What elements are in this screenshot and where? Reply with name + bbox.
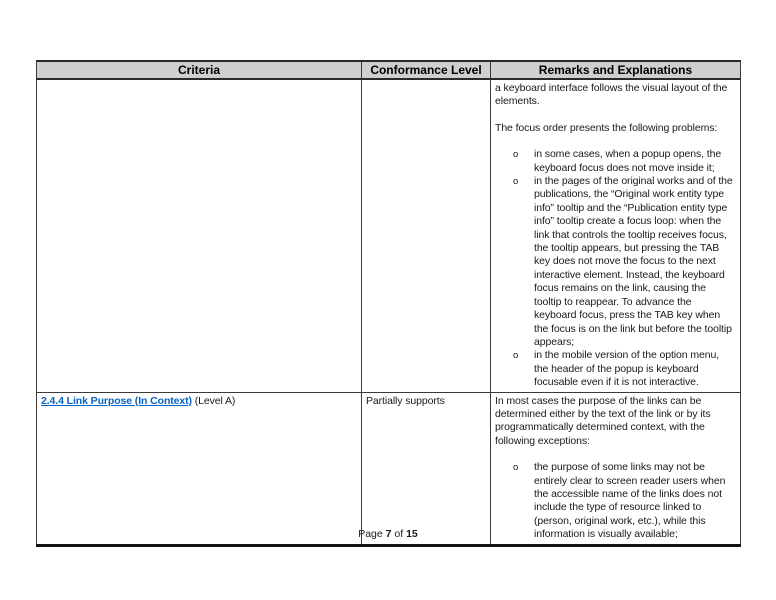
table-row xyxy=(37,79,741,392)
footer-of-label: of xyxy=(391,528,407,540)
table-header-row xyxy=(37,61,741,79)
conformance-cell: Partially supports xyxy=(362,392,491,545)
bullet-text: in the mobile version of the option menu, the header of the popup is keyboard focusable even if it is not interactive. xyxy=(534,349,720,389)
criteria-level-label: (Level A) xyxy=(191,394,236,407)
table-row xyxy=(37,392,741,545)
footer-page-prefix: Page xyxy=(358,528,386,540)
circle-bullet-icon: o xyxy=(513,176,519,188)
column-header-remarks: Remarks and Explanations xyxy=(491,61,741,79)
conformance-table xyxy=(36,60,741,547)
criteria-cell xyxy=(37,392,362,545)
column-header-criteria: Criteria xyxy=(37,61,362,79)
footer-page-number: 7 xyxy=(385,528,392,540)
footer-total-pages: 15 xyxy=(406,528,418,540)
bullet-text: the purpose of some links may not be entirely clear to screen reader users when the accessible name of the links does not include the type of resource linked to (person, original work, etc.), while this information is visually available; xyxy=(534,461,726,541)
remarks-paragraph: The focus order presents the following problems: xyxy=(495,121,718,134)
circle-bullet-icon: o xyxy=(513,462,519,474)
circle-bullet-icon: o xyxy=(513,350,519,362)
circle-bullet-icon: o xyxy=(513,149,519,161)
page-number-footer xyxy=(0,528,776,540)
bullet-text: in the pages of the original works and of the publications, the “Original work entity type info” tooltip and the “Publication entity type info” tooltip create a focus loop: when the link that controls the tooltip receives focus, the tooltip appears, but pressing the TAB key does not move the focus to the next interactive element. Instead, the keyboard focus remains on the link, causing the tooltip to reappear. To advance the keyboard focus, press the TAB key when the focus is on the link but before the tooltip appears; xyxy=(534,175,733,348)
remarks-cell xyxy=(491,79,741,392)
list-item xyxy=(513,349,736,389)
remarks-cell xyxy=(491,392,741,545)
criteria-cell-empty xyxy=(37,79,362,392)
list-item xyxy=(513,175,736,349)
column-header-conformance-level: Conformance Level xyxy=(362,61,491,79)
criteria-link[interactable]: 2.4.4 Link Purpose (In Context) xyxy=(41,394,192,407)
conformance-cell-empty xyxy=(362,79,491,392)
bullet-text: in some cases, when a popup opens, the keyboard focus does not move inside it; xyxy=(534,148,722,174)
remarks-paragraph: In most cases the purpose of the links can be determined either by the text of the link or by its programmatically determined context, with the following exceptions: xyxy=(495,394,711,447)
remarks-paragraph: a keyboard interface follows the visual layout of the elements. xyxy=(495,82,728,108)
list-item xyxy=(513,148,736,175)
remarks-bullet-list xyxy=(495,148,736,389)
